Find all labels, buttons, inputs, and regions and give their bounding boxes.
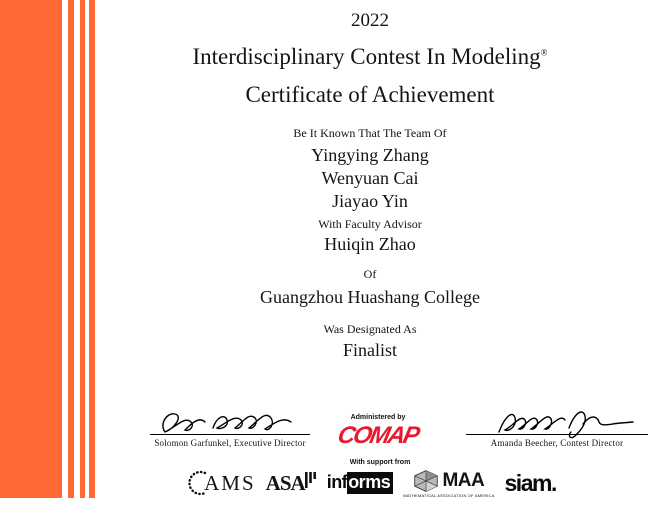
maa-logo-row	[413, 469, 484, 493]
administered-by-block	[330, 414, 426, 449]
institution-name: Guangzhou Huashang College	[260, 287, 480, 307]
contest-year: 2022	[351, 10, 389, 31]
contest-title-text: Interdisciplinary Contest In Modeling	[192, 44, 541, 69]
contest-director-caption: Amanda Beecher, Contest Director	[490, 438, 624, 448]
maa-icosahedron-icon	[413, 469, 439, 493]
registered-trademark: ®	[540, 47, 548, 58]
siam-logo	[505, 470, 556, 497]
advisor-line: With Faculty Advisor	[318, 217, 422, 231]
team-member-1: Yingying Zhang	[311, 145, 429, 165]
of-line: Of	[363, 267, 377, 281]
informs-label-suffix: orms	[347, 472, 393, 494]
contest-title	[100, 44, 640, 70]
administered-by-label: Administered by	[350, 414, 406, 421]
designation-line: Was Designated As	[323, 322, 417, 336]
ams-logo	[184, 469, 256, 497]
asa-logo	[266, 471, 317, 496]
designation-award: Finalist	[342, 340, 397, 360]
left-orange-stripe-2	[80, 0, 85, 498]
advisor-name: Huiqin Zhao	[324, 234, 416, 254]
left-orange-stripe-1	[68, 0, 74, 498]
contest-director-signature-block	[466, 402, 648, 448]
informs-label-prefix: inf	[326, 472, 348, 492]
ams-label: AMS	[204, 470, 256, 495]
executive-director-signature-block	[150, 402, 310, 448]
maa-logo	[403, 469, 494, 498]
maa-label: MAA	[442, 470, 485, 491]
sponsor-logos-row	[100, 468, 640, 498]
support-line: With support from	[349, 459, 411, 466]
maa-caption: MATHEMATICAL ASSOCIATION OF AMERICA	[403, 492, 495, 498]
team-member-3: Jiayao Yin	[332, 191, 408, 211]
executive-director-signature-line	[150, 434, 310, 435]
asa-bars-icon	[305, 472, 317, 494]
comap-logo: COMAP	[335, 422, 421, 449]
team-member-2: Wenyuan Cai	[321, 168, 419, 188]
informs-logo	[327, 472, 394, 494]
left-orange-band	[0, 0, 62, 498]
contest-director-signature-line	[466, 434, 648, 435]
team-members	[100, 144, 640, 213]
siam-label: siam.	[504, 469, 556, 496]
executive-director-caption: Solomon Garfunkel, Executive Director	[154, 438, 306, 448]
left-orange-stripe-3	[89, 0, 95, 498]
asa-label: ASA	[265, 470, 305, 495]
known-line: Be It Known That The Team Of	[293, 126, 447, 140]
certificate-subtitle: Certificate of Achievement	[245, 82, 495, 107]
